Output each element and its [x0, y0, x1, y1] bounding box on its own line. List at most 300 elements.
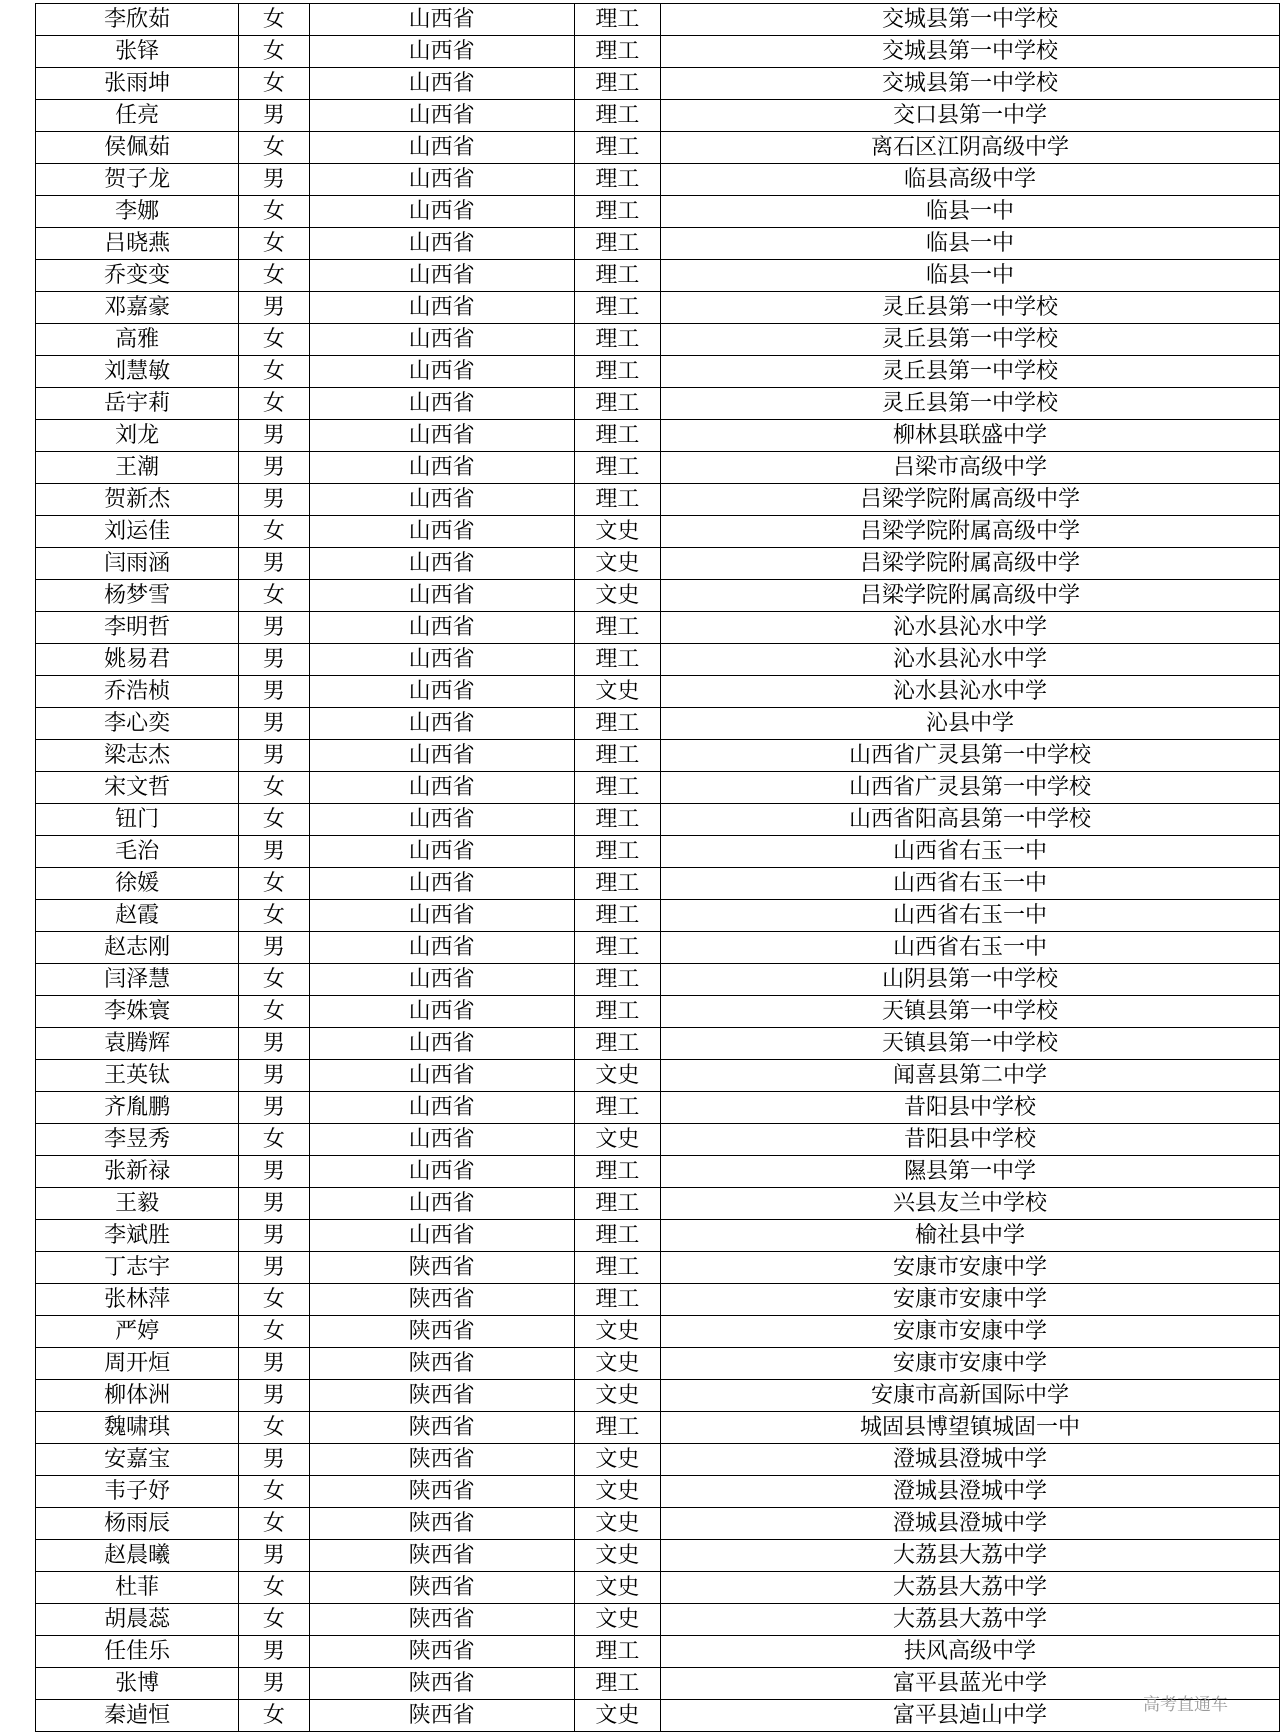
school-cell: 吕梁学院附属高级中学 [661, 580, 1280, 612]
track-cell: 理工 [574, 772, 661, 804]
student-name-cell: 李明哲 [36, 612, 239, 644]
student-name-cell: 李姝寰 [36, 996, 239, 1028]
table-row [36, 228, 1280, 260]
province-cell: 山西省 [309, 1028, 574, 1060]
table-row [36, 1220, 1280, 1252]
track-cell: 理工 [574, 1252, 661, 1284]
gender-cell: 男 [239, 612, 309, 644]
roster-body [36, 4, 1280, 1732]
province-cell: 山西省 [309, 644, 574, 676]
table-row [36, 1252, 1280, 1284]
gender-cell: 男 [239, 1092, 309, 1124]
gender-cell: 男 [239, 420, 309, 452]
gender-cell: 男 [239, 452, 309, 484]
province-cell: 山西省 [309, 996, 574, 1028]
track-cell: 理工 [574, 356, 661, 388]
student-name-cell: 杨梦雪 [36, 580, 239, 612]
table-row [36, 644, 1280, 676]
province-cell: 陕西省 [309, 1252, 574, 1284]
province-cell: 山西省 [309, 388, 574, 420]
table-row [36, 196, 1280, 228]
gender-cell: 女 [239, 804, 309, 836]
table-row [36, 388, 1280, 420]
gender-cell: 女 [239, 132, 309, 164]
table-row [36, 100, 1280, 132]
table-row [36, 1604, 1280, 1636]
gender-cell: 男 [239, 1636, 309, 1668]
province-cell: 山西省 [309, 900, 574, 932]
student-name-cell: 刘龙 [36, 420, 239, 452]
school-cell: 沁水县沁水中学 [661, 676, 1280, 708]
school-cell: 离石区江阴高级中学 [661, 132, 1280, 164]
school-cell: 山西省右玉一中 [661, 932, 1280, 964]
table-row [36, 1156, 1280, 1188]
school-cell: 吕梁学院附属高级中学 [661, 548, 1280, 580]
student-name-cell: 丁志宇 [36, 1252, 239, 1284]
student-name-cell: 张铎 [36, 36, 239, 68]
student-name-cell: 钮门 [36, 804, 239, 836]
province-cell: 山西省 [309, 228, 574, 260]
student-name-cell: 宋文哲 [36, 772, 239, 804]
province-cell: 山西省 [309, 1156, 574, 1188]
gender-cell: 男 [239, 292, 309, 324]
province-cell: 山西省 [309, 164, 574, 196]
table-row [36, 1188, 1280, 1220]
table-row [36, 740, 1280, 772]
gender-cell: 女 [239, 260, 309, 292]
school-cell: 灵丘县第一中学校 [661, 388, 1280, 420]
gender-cell: 男 [239, 1540, 309, 1572]
school-cell: 交城县第一中学校 [661, 36, 1280, 68]
gender-cell: 女 [239, 356, 309, 388]
province-cell: 陕西省 [309, 1412, 574, 1444]
school-cell: 柳林县联盛中学 [661, 420, 1280, 452]
school-cell: 闻喜县第二中学 [661, 1060, 1280, 1092]
province-cell: 陕西省 [309, 1284, 574, 1316]
province-cell: 陕西省 [309, 1572, 574, 1604]
track-cell: 理工 [574, 708, 661, 740]
track-cell: 理工 [574, 388, 661, 420]
gender-cell: 男 [239, 164, 309, 196]
student-name-cell: 柳体洲 [36, 1380, 239, 1412]
student-name-cell: 张雨坤 [36, 68, 239, 100]
gender-cell: 男 [239, 1220, 309, 1252]
student-name-cell: 魏啸琪 [36, 1412, 239, 1444]
table-row [36, 1092, 1280, 1124]
student-name-cell: 齐胤鹏 [36, 1092, 239, 1124]
school-cell: 沁县中学 [661, 708, 1280, 740]
school-cell: 灵丘县第一中学校 [661, 356, 1280, 388]
track-cell: 文史 [574, 1316, 661, 1348]
school-cell: 澄城县澄城中学 [661, 1476, 1280, 1508]
student-name-cell: 吕晓燕 [36, 228, 239, 260]
table-row [36, 36, 1280, 68]
track-cell: 理工 [574, 644, 661, 676]
track-cell: 理工 [574, 292, 661, 324]
gender-cell: 男 [239, 100, 309, 132]
track-cell: 理工 [574, 612, 661, 644]
gender-cell: 男 [239, 676, 309, 708]
school-cell: 临县高级中学 [661, 164, 1280, 196]
track-cell: 文史 [574, 580, 661, 612]
student-name-cell: 任佳乐 [36, 1636, 239, 1668]
school-cell: 山西省右玉一中 [661, 868, 1280, 900]
table-row [36, 548, 1280, 580]
province-cell: 山西省 [309, 772, 574, 804]
student-name-cell: 乔变变 [36, 260, 239, 292]
track-cell: 理工 [574, 420, 661, 452]
table-row [36, 772, 1280, 804]
student-name-cell: 李欣茹 [36, 4, 239, 36]
province-cell: 陕西省 [309, 1636, 574, 1668]
gender-cell: 女 [239, 964, 309, 996]
track-cell: 理工 [574, 932, 661, 964]
province-cell: 陕西省 [309, 1540, 574, 1572]
table-row [36, 68, 1280, 100]
gender-cell: 男 [239, 1028, 309, 1060]
student-name-cell: 李娜 [36, 196, 239, 228]
school-cell: 大荔县大荔中学 [661, 1540, 1280, 1572]
gender-cell: 男 [239, 932, 309, 964]
table-row [36, 1668, 1280, 1700]
province-cell: 山西省 [309, 100, 574, 132]
gender-cell: 女 [239, 900, 309, 932]
school-cell: 交城县第一中学校 [661, 68, 1280, 100]
table-row [36, 708, 1280, 740]
school-cell: 安康市安康中学 [661, 1284, 1280, 1316]
student-name-cell: 乔浩桢 [36, 676, 239, 708]
track-cell: 理工 [574, 132, 661, 164]
gender-cell: 男 [239, 644, 309, 676]
province-cell: 山西省 [309, 1124, 574, 1156]
student-name-cell: 张博 [36, 1668, 239, 1700]
school-cell: 山西省广灵县第一中学校 [661, 740, 1280, 772]
gender-cell: 男 [239, 836, 309, 868]
track-cell: 理工 [574, 1668, 661, 1700]
table-row [36, 676, 1280, 708]
school-cell: 吕梁学院附属高级中学 [661, 516, 1280, 548]
gender-cell: 女 [239, 1316, 309, 1348]
province-cell: 山西省 [309, 1220, 574, 1252]
table-row [36, 260, 1280, 292]
gender-cell: 女 [239, 1572, 309, 1604]
track-cell: 文史 [574, 1540, 661, 1572]
table-row [36, 932, 1280, 964]
student-name-cell: 岳宇莉 [36, 388, 239, 420]
province-cell: 山西省 [309, 580, 574, 612]
track-cell: 文史 [574, 1060, 661, 1092]
track-cell: 理工 [574, 996, 661, 1028]
table-row [36, 132, 1280, 164]
school-cell: 山西省阳高县第一中学校 [661, 804, 1280, 836]
school-cell: 交城县第一中学校 [661, 4, 1280, 36]
province-cell: 山西省 [309, 804, 574, 836]
track-cell: 理工 [574, 324, 661, 356]
track-cell: 文史 [574, 1572, 661, 1604]
gender-cell: 女 [239, 772, 309, 804]
track-cell: 理工 [574, 964, 661, 996]
table-row [36, 900, 1280, 932]
table-row [36, 1412, 1280, 1444]
admission-roster-table [35, 3, 1280, 1732]
gender-cell: 女 [239, 516, 309, 548]
province-cell: 陕西省 [309, 1604, 574, 1636]
school-cell: 灵丘县第一中学校 [661, 324, 1280, 356]
province-cell: 山西省 [309, 420, 574, 452]
province-cell: 山西省 [309, 132, 574, 164]
gender-cell: 女 [239, 324, 309, 356]
school-cell: 扶风高级中学 [661, 1636, 1280, 1668]
gender-cell: 男 [239, 1444, 309, 1476]
student-name-cell: 赵霞 [36, 900, 239, 932]
gender-cell: 女 [239, 228, 309, 260]
school-cell: 山阴县第一中学校 [661, 964, 1280, 996]
track-cell: 理工 [574, 100, 661, 132]
province-cell: 山西省 [309, 324, 574, 356]
student-name-cell: 李心奕 [36, 708, 239, 740]
track-cell: 理工 [574, 1156, 661, 1188]
school-cell: 山西省右玉一中 [661, 836, 1280, 868]
track-cell: 理工 [574, 164, 661, 196]
table-row [36, 452, 1280, 484]
school-cell: 沁水县沁水中学 [661, 644, 1280, 676]
school-cell: 昔阳县中学校 [661, 1124, 1280, 1156]
province-cell: 山西省 [309, 36, 574, 68]
gender-cell: 男 [239, 548, 309, 580]
student-name-cell: 杜菲 [36, 1572, 239, 1604]
province-cell: 山西省 [309, 484, 574, 516]
school-cell: 山西省右玉一中 [661, 900, 1280, 932]
track-cell: 理工 [574, 484, 661, 516]
gender-cell: 男 [239, 1188, 309, 1220]
student-name-cell: 周开烜 [36, 1348, 239, 1380]
school-cell: 榆社县中学 [661, 1220, 1280, 1252]
school-cell: 富平县逌山中学 [661, 1700, 1280, 1732]
gender-cell: 女 [239, 580, 309, 612]
student-name-cell: 毛治 [36, 836, 239, 868]
table-row [36, 1284, 1280, 1316]
student-name-cell: 秦逌恒 [36, 1700, 239, 1732]
student-name-cell: 贺子龙 [36, 164, 239, 196]
table-row [36, 1316, 1280, 1348]
gender-cell: 女 [239, 388, 309, 420]
track-cell: 理工 [574, 1188, 661, 1220]
province-cell: 山西省 [309, 964, 574, 996]
province-cell: 山西省 [309, 516, 574, 548]
track-cell: 文史 [574, 1476, 661, 1508]
province-cell: 陕西省 [309, 1444, 574, 1476]
table-row [36, 292, 1280, 324]
student-name-cell: 张林萍 [36, 1284, 239, 1316]
school-cell: 兴县友兰中学校 [661, 1188, 1280, 1220]
watermark-text: 高考直通车 [1143, 1695, 1228, 1715]
gender-cell: 男 [239, 484, 309, 516]
gender-cell: 女 [239, 1284, 309, 1316]
student-name-cell: 张新禄 [36, 1156, 239, 1188]
track-cell: 理工 [574, 900, 661, 932]
province-cell: 山西省 [309, 676, 574, 708]
table-row [36, 484, 1280, 516]
school-cell: 富平县蓝光中学 [661, 1668, 1280, 1700]
track-cell: 文史 [574, 1380, 661, 1412]
gender-cell: 男 [239, 1060, 309, 1092]
school-cell: 城固县博望镇城固一中 [661, 1412, 1280, 1444]
student-name-cell: 袁腾辉 [36, 1028, 239, 1060]
student-name-cell: 闫雨涵 [36, 548, 239, 580]
school-cell: 灵丘县第一中学校 [661, 292, 1280, 324]
track-cell: 理工 [574, 196, 661, 228]
school-cell: 安康市安康中学 [661, 1316, 1280, 1348]
student-name-cell: 侯佩茹 [36, 132, 239, 164]
school-cell: 临县一中 [661, 260, 1280, 292]
province-cell: 山西省 [309, 292, 574, 324]
track-cell: 理工 [574, 36, 661, 68]
province-cell: 山西省 [309, 1092, 574, 1124]
table-row [36, 1124, 1280, 1156]
track-cell: 理工 [574, 868, 661, 900]
table-row [36, 516, 1280, 548]
student-name-cell: 安嘉宝 [36, 1444, 239, 1476]
province-cell: 山西省 [309, 452, 574, 484]
track-cell: 文史 [574, 1700, 661, 1732]
table-row [36, 164, 1280, 196]
school-cell: 山西省广灵县第一中学校 [661, 772, 1280, 804]
gender-cell: 女 [239, 36, 309, 68]
student-name-cell: 韦子妤 [36, 1476, 239, 1508]
track-cell: 文史 [574, 1124, 661, 1156]
gender-cell: 男 [239, 708, 309, 740]
table-row [36, 1508, 1280, 1540]
track-cell: 理工 [574, 1284, 661, 1316]
province-cell: 山西省 [309, 356, 574, 388]
table-row [36, 836, 1280, 868]
track-cell: 理工 [574, 68, 661, 100]
gender-cell: 女 [239, 1124, 309, 1156]
gender-cell: 女 [239, 1604, 309, 1636]
gender-cell: 男 [239, 1252, 309, 1284]
table-row [36, 964, 1280, 996]
student-name-cell: 赵志刚 [36, 932, 239, 964]
province-cell: 陕西省 [309, 1380, 574, 1412]
student-name-cell: 任亮 [36, 100, 239, 132]
track-cell: 文史 [574, 1348, 661, 1380]
school-cell: 安康市安康中学 [661, 1252, 1280, 1284]
table-row [36, 1572, 1280, 1604]
school-cell: 临县一中 [661, 196, 1280, 228]
gender-cell: 女 [239, 1476, 309, 1508]
track-cell: 文史 [574, 1444, 661, 1476]
track-cell: 文史 [574, 516, 661, 548]
province-cell: 山西省 [309, 1060, 574, 1092]
student-name-cell: 杨雨辰 [36, 1508, 239, 1540]
track-cell: 理工 [574, 1636, 661, 1668]
table-row [36, 1636, 1280, 1668]
gender-cell: 男 [239, 1380, 309, 1412]
track-cell: 理工 [574, 1028, 661, 1060]
table-row [36, 804, 1280, 836]
school-cell: 吕梁学院附属高级中学 [661, 484, 1280, 516]
track-cell: 文史 [574, 1508, 661, 1540]
school-cell: 隰县第一中学 [661, 1156, 1280, 1188]
table-row [36, 580, 1280, 612]
student-name-cell: 胡晨蕊 [36, 1604, 239, 1636]
gender-cell: 男 [239, 740, 309, 772]
school-cell: 吕梁市高级中学 [661, 452, 1280, 484]
province-cell: 山西省 [309, 932, 574, 964]
student-name-cell: 严婷 [36, 1316, 239, 1348]
gender-cell: 女 [239, 1700, 309, 1732]
school-cell: 沁水县沁水中学 [661, 612, 1280, 644]
school-cell: 大荔县大荔中学 [661, 1604, 1280, 1636]
province-cell: 陕西省 [309, 1348, 574, 1380]
track-cell: 理工 [574, 1412, 661, 1444]
table-row [36, 356, 1280, 388]
school-cell: 澄城县澄城中学 [661, 1508, 1280, 1540]
gender-cell: 女 [239, 1508, 309, 1540]
province-cell: 山西省 [309, 196, 574, 228]
table-row [36, 1540, 1280, 1572]
student-name-cell: 高雅 [36, 324, 239, 356]
school-cell: 昔阳县中学校 [661, 1092, 1280, 1124]
province-cell: 山西省 [309, 4, 574, 36]
track-cell: 文史 [574, 676, 661, 708]
table-row [36, 1060, 1280, 1092]
student-name-cell: 梁志杰 [36, 740, 239, 772]
table-row [36, 1476, 1280, 1508]
table-row [36, 1348, 1280, 1380]
track-cell: 理工 [574, 260, 661, 292]
school-cell: 临县一中 [661, 228, 1280, 260]
province-cell: 陕西省 [309, 1316, 574, 1348]
student-name-cell: 王潮 [36, 452, 239, 484]
province-cell: 山西省 [309, 836, 574, 868]
school-cell: 安康市安康中学 [661, 1348, 1280, 1380]
student-name-cell: 刘运佳 [36, 516, 239, 548]
table-row [36, 324, 1280, 356]
track-cell: 理工 [574, 452, 661, 484]
track-cell: 文史 [574, 548, 661, 580]
province-cell: 陕西省 [309, 1668, 574, 1700]
student-name-cell: 刘慧敏 [36, 356, 239, 388]
province-cell: 山西省 [309, 260, 574, 292]
province-cell: 山西省 [309, 548, 574, 580]
track-cell: 理工 [574, 740, 661, 772]
track-cell: 理工 [574, 804, 661, 836]
gender-cell: 女 [239, 1412, 309, 1444]
province-cell: 陕西省 [309, 1508, 574, 1540]
table-row [36, 868, 1280, 900]
track-cell: 理工 [574, 836, 661, 868]
province-cell: 陕西省 [309, 1476, 574, 1508]
student-name-cell: 李昱秀 [36, 1124, 239, 1156]
table-row [36, 1444, 1280, 1476]
track-cell: 文史 [574, 1604, 661, 1636]
table-row [36, 996, 1280, 1028]
province-cell: 山西省 [309, 740, 574, 772]
student-name-cell: 邓嘉豪 [36, 292, 239, 324]
table-row [36, 1028, 1280, 1060]
school-cell: 天镇县第一中学校 [661, 1028, 1280, 1060]
track-cell: 理工 [574, 228, 661, 260]
table-row [36, 1700, 1280, 1732]
track-cell: 理工 [574, 4, 661, 36]
gender-cell: 女 [239, 868, 309, 900]
table-row [36, 4, 1280, 36]
student-name-cell: 赵晨曦 [36, 1540, 239, 1572]
province-cell: 陕西省 [309, 1700, 574, 1732]
province-cell: 山西省 [309, 708, 574, 740]
province-cell: 山西省 [309, 68, 574, 100]
